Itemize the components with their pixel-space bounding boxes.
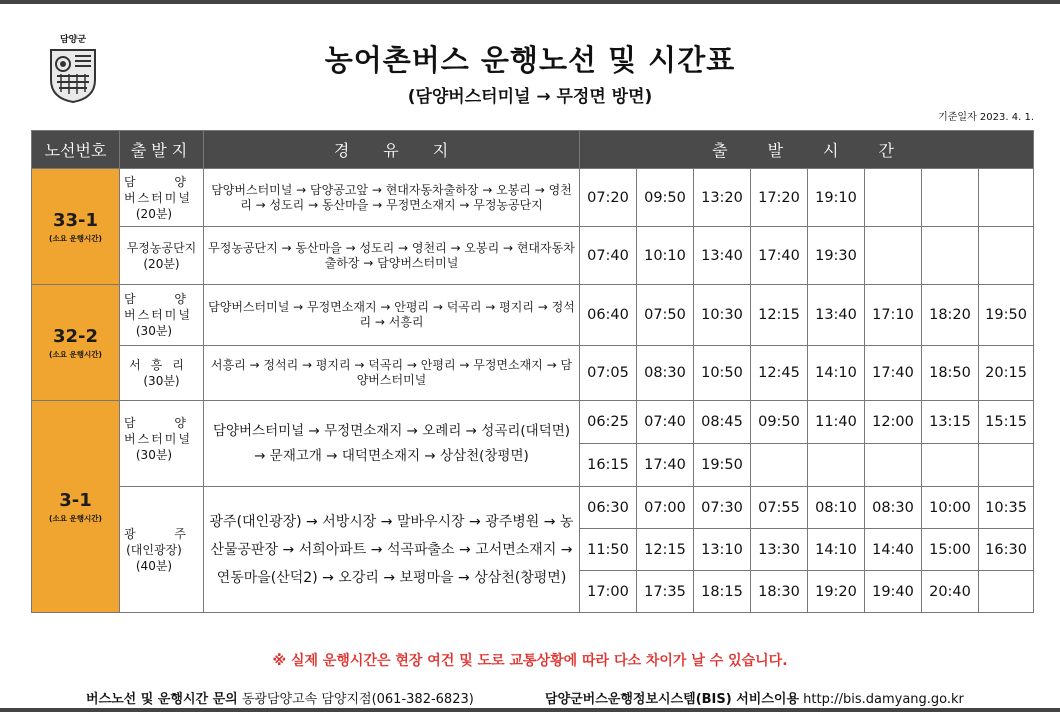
route-cell — [32, 285, 120, 401]
departure-time: 14:10 — [808, 529, 865, 571]
departure-time — [979, 169, 1034, 227]
county-name: 담양군 — [59, 35, 87, 45]
origin-text: 양 — [174, 174, 186, 189]
departure-time: 07:55 — [751, 487, 808, 529]
departure-time: 15:00 — [922, 529, 979, 571]
travel-duration: (40분) — [135, 558, 173, 573]
bis-url-link[interactable]: http://bis.damyang.go.kr — [803, 692, 964, 707]
departure-time: 08:30 — [637, 346, 694, 401]
departure-time: 17:40 — [637, 444, 694, 487]
departure-time: 07:30 — [694, 487, 751, 529]
via-stops: 담양버스터미널 → 무정면소재지 → 안평리 → 덕곡리 → 평지리 → 정석리 → 서흥리 — [204, 285, 580, 346]
departure-time: 14:10 — [808, 346, 865, 401]
departure-time: 11:40 — [808, 401, 865, 444]
footer-inquiry — [86, 688, 474, 707]
departure-time: 07:40 — [580, 227, 637, 285]
departure-time — [922, 169, 979, 227]
departure-time: 13:20 — [694, 169, 751, 227]
departure-time: 17:00 — [580, 571, 637, 613]
departure-time: 17:10 — [865, 285, 922, 346]
departure-time: 10:30 — [694, 285, 751, 346]
via-stops: 무정농공단지 → 동산마을 → 성도리 → 영천리 → 오봉리 → 현대자동차출하장 → 담양버스터미널 — [204, 227, 580, 285]
footer-bis — [545, 688, 964, 707]
top-border — [0, 0, 1060, 4]
origin-text: (대인광장) — [126, 542, 182, 557]
departure-time — [865, 444, 922, 487]
departure-time: 13:30 — [751, 529, 808, 571]
departure-time: 16:30 — [979, 529, 1034, 571]
departure-time — [751, 444, 808, 487]
departure-time: 10:50 — [694, 346, 751, 401]
table-row — [32, 346, 1034, 401]
origin-cell — [120, 169, 204, 227]
departure-time: 19:10 — [808, 169, 865, 227]
route-number: 32-2 — [52, 325, 99, 347]
departure-time: 09:50 — [751, 401, 808, 444]
origin-text: 버스터미널 — [124, 308, 192, 322]
departure-time: 13:10 — [694, 529, 751, 571]
table-row — [32, 487, 1034, 529]
departure-time: 06:30 — [580, 487, 637, 529]
departure-time: 18:15 — [694, 571, 751, 613]
departure-time — [979, 227, 1034, 285]
origin-text: 양 — [174, 416, 186, 430]
departure-time: 13:15 — [922, 401, 979, 444]
departure-time: 10:35 — [979, 487, 1034, 529]
origin-text: 버스터미널 — [124, 190, 192, 205]
departure-time — [922, 444, 979, 487]
page-title: 농어촌버스 운행노선 및 시간표 — [324, 43, 736, 77]
departure-time: 19:40 — [865, 571, 922, 613]
departure-time: 12:45 — [751, 346, 808, 401]
departure-time: 07:00 — [637, 487, 694, 529]
departure-time: 20:40 — [922, 571, 979, 613]
departure-time: 07:05 — [580, 346, 637, 401]
col-route-no: 노선번호 — [32, 131, 120, 169]
departure-time — [865, 227, 922, 285]
inquiry-label: 버스노선 및 운행시간 문의 — [86, 692, 238, 707]
departure-time: 17:35 — [637, 571, 694, 613]
departure-time: 19:50 — [979, 285, 1034, 346]
departure-time: 07:20 — [580, 169, 637, 227]
route-number: 33-1 — [52, 209, 99, 231]
departure-time: 09:50 — [637, 169, 694, 227]
departure-time: 14:40 — [865, 529, 922, 571]
departure-time: 07:40 — [637, 401, 694, 444]
origin-text: 담 — [124, 292, 136, 306]
route-note: (소요 운행시간) — [49, 349, 102, 359]
travel-duration: (30분) — [135, 448, 173, 462]
departure-time: 18:30 — [751, 571, 808, 613]
via-stops: 담양버스터미널 → 담양공고앞 → 현대자동차출하장 → 오봉리 → 영천리 → 성도리 → 동산마을 → 무정면소재지 → 무정농공단지 — [204, 169, 580, 227]
departure-time — [979, 444, 1034, 487]
table-row — [32, 401, 1034, 444]
departure-time: 18:50 — [922, 346, 979, 401]
departure-time: 12:15 — [751, 285, 808, 346]
route-cell — [32, 401, 120, 613]
departure-time — [979, 571, 1034, 613]
page-subtitle: (담양버스터미널 → 무정면 방면) — [407, 87, 653, 107]
route-note: (소요 운행시간) — [49, 513, 102, 523]
origin-text: 버스터미널 — [124, 432, 192, 446]
col-via: 경유지 — [204, 131, 580, 169]
travel-duration: (20분) — [143, 256, 180, 271]
origin-text: 서흥리 — [129, 358, 194, 372]
route-number: 3-1 — [59, 489, 92, 511]
departure-time: 08:45 — [694, 401, 751, 444]
bottom-border — [0, 708, 1060, 712]
via-stops: 광주(대인광장) → 서방시장 → 말바우시장 → 광주병원 → 농산물공판장 → 서희아파트 → 석곡파출소 → 고서면소재지 → 연동마을(산덕2) → 오강리 → 보평마을 → 상삼천(창평면) — [204, 487, 580, 613]
departure-time — [865, 169, 922, 227]
origin-text: 무정농공단지 — [126, 240, 197, 255]
departure-time: 19:50 — [694, 444, 751, 487]
route-note: (소요 운행시간) — [49, 233, 102, 243]
departure-time: 06:25 — [580, 401, 637, 444]
col-origin: 출발지 — [120, 131, 204, 169]
departure-time: 08:30 — [865, 487, 922, 529]
departure-time: 19:30 — [808, 227, 865, 285]
bis-label: 담양군버스운행정보시스템(BIS) 서비스이용 — [545, 692, 800, 707]
origin-text: 담 — [124, 174, 136, 189]
departure-time: 08:10 — [808, 487, 865, 529]
travel-duration: (30분) — [143, 374, 180, 388]
origin-cell — [120, 401, 204, 487]
origin-text: 양 — [174, 292, 186, 306]
departure-time: 17:40 — [865, 346, 922, 401]
departure-time: 07:50 — [637, 285, 694, 346]
departure-time: 15:15 — [979, 401, 1034, 444]
travel-duration: (20분) — [135, 206, 173, 221]
table-header — [32, 131, 1034, 169]
origin-cell — [120, 487, 204, 613]
departure-time: 13:40 — [808, 285, 865, 346]
timetable — [31, 130, 1034, 613]
origin-cell — [120, 227, 204, 285]
departure-time: 17:40 — [751, 227, 808, 285]
via-stops: 담양버스터미널 → 무정면소재지 → 오례리 → 성곡리(대덕면) → 문재고개 → 대덕면소재지 → 상삼천(창평면) — [204, 401, 580, 487]
origin-text: 광 — [124, 526, 136, 541]
departure-time: 17:20 — [751, 169, 808, 227]
via-stops: 서흥리 → 정석리 → 평지리 → 덕곡리 → 안평리 → 무정면소재지 → 담양버스터미널 — [204, 346, 580, 401]
table-row — [32, 169, 1034, 227]
table-row — [32, 227, 1034, 285]
departure-time — [922, 227, 979, 285]
departure-time: 10:10 — [637, 227, 694, 285]
base-date: 기준일자 2023. 4. 1. — [938, 112, 1034, 123]
inquiry-contact: 동광담양고속 담양지점(061-382-6823) — [241, 692, 474, 707]
departure-time: 18:20 — [922, 285, 979, 346]
departure-time: 11:50 — [580, 529, 637, 571]
table-row — [32, 285, 1034, 346]
departure-time: 13:40 — [694, 227, 751, 285]
departure-time: 16:15 — [580, 444, 637, 487]
departure-time — [808, 444, 865, 487]
route-cell — [32, 169, 120, 285]
origin-text: 담 — [124, 416, 136, 430]
origin-text: 주 — [174, 526, 186, 541]
travel-duration: (30분) — [135, 324, 173, 338]
departure-time: 06:40 — [580, 285, 637, 346]
departure-time: 10:00 — [922, 487, 979, 529]
origin-cell — [120, 346, 204, 401]
notice-text: ※ 실제 운행시간은 현장 여건 및 도로 교통상황에 따라 다소 차이가 날 수 있습니다. — [272, 653, 788, 669]
departure-time: 12:00 — [865, 401, 922, 444]
departure-time: 12:15 — [637, 529, 694, 571]
departure-time: 20:15 — [979, 346, 1034, 401]
col-departure: 출발시간 — [580, 131, 1034, 169]
departure-time: 19:20 — [808, 571, 865, 613]
origin-cell — [120, 285, 204, 346]
